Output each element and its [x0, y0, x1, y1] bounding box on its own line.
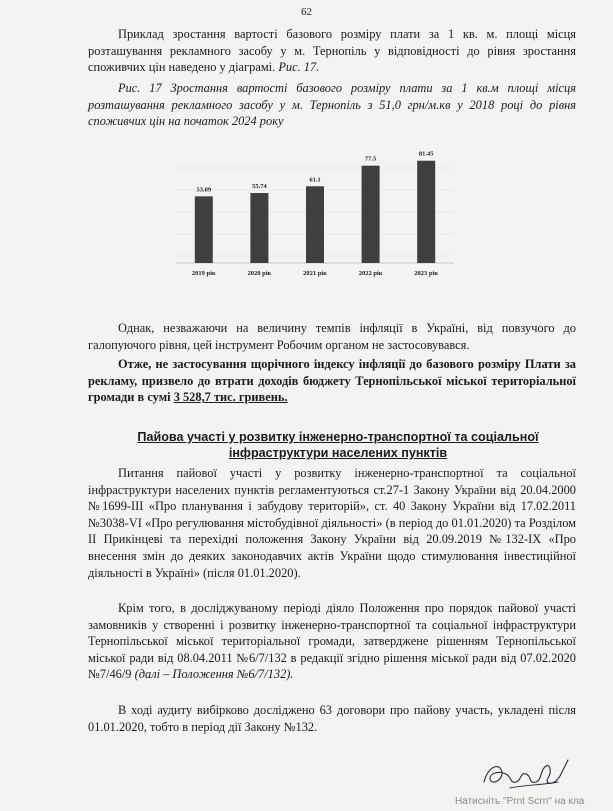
chart-category-label: 2023 рік — [414, 270, 439, 277]
chart-value-label: 61.1 — [309, 176, 321, 184]
position-note: (далі – Положення №6/7/132). — [134, 667, 294, 682]
section-heading: Пайова участі у розвитку інженерно-транспортної та соціальної інфраструктури населених пунктів — [137, 430, 539, 460]
position-text: Крім того, в досліджуваному періоді діяло Положення про порядок пайової участі замовників у створенні і розвитку інженерно-транспортної та соціальної інфраструктури Тернопільської міської територіальної громади, затверджене рішенням Тернопільської міської ради від 08.04.2011 №6/7/132 в редакції згідно рішення міської ради від 07.02.2020 №7/46/9 — [88, 601, 576, 682]
intro-paragraph — [88, 26, 576, 76]
chart-value-label: 53.09 — [196, 186, 212, 194]
chart-bar — [250, 193, 268, 263]
handwritten-signature — [480, 752, 575, 794]
chart-value-label: 55.74 — [252, 183, 267, 191]
chart-category-label: 2020 рік — [247, 270, 272, 277]
position-paragraph — [88, 600, 576, 683]
audit-paragraph: В ході аудиту вибірково досліджено 63 договори про пайову участь, укладені після 01.01.2020, тобто в період дії Закону №132. — [88, 703, 576, 734]
figure-reference: Рис. 17. — [278, 60, 320, 75]
chart-category-label: 2021 рік — [303, 270, 327, 277]
bar-chart — [170, 150, 460, 290]
chart-bar — [306, 186, 324, 263]
chart-value-label: 77.5 — [364, 155, 377, 163]
inflation-paragraph: Однак, незважаючи на величину темпів інфляції в Україні, від повзучого до галопуючого рівня, цей інструмент Робочим органом не застосовувався. — [88, 321, 576, 352]
intro-text: Приклад зростання вартості базового розміру плати за 1 кв. м. площі місця розташування рекламного засобу у м. Тернопіль у відповідності до рівня зростання споживчих цін наведено у діаграмі. — [88, 27, 576, 75]
chart-bar — [417, 161, 435, 263]
chart-value-label: 81.45 — [418, 150, 434, 158]
regulation-paragraph: Питання пайової участі у розвитку інженерно-транспортної та соціальної інфраструктури населених пунктів регламентуються ст.27-1 Закону України від 20.04.2000 №1699-III «Про планування і забудову територій», ст. 40 Закону України від 17.02.2011 №3038-VI «Про регулювання містобудівної діяльності» (в період до 01.01.2020) та Розділом II Прикінцеві та перехідні положення Закону України від 20.09.2019 №132-IX «Про внесення змін до деяких законодавчих актів України щодо стимулювання інвестиційної діяльності в Україні» (після 01.01.2020). — [88, 466, 576, 580]
chart-category-labels — [192, 270, 438, 277]
figure-caption: Рис. 17 Зростання вартості базового розміру плати за 1 кв.м площі місця розташування рекламного засобу у м. Тернопіль з 51,0 грн/м.кв у 2018 році до рівня споживчих цін на початок 2024 року — [88, 81, 576, 129]
page-number: 62 — [301, 6, 312, 18]
chart-bar — [195, 196, 213, 263]
conclusion-paragraph — [88, 356, 576, 406]
print-screen-hint: Натисніть "Prnt Scrn" на кла — [455, 796, 585, 807]
chart-category-label: 2022 рік — [358, 270, 383, 277]
chart-category-label: 2019 рік — [191, 270, 216, 277]
loss-amount: 3 528,7 тис. гривень. — [173, 390, 288, 405]
chart-bar — [362, 166, 380, 263]
conclusion-text: Отже, не застосування щорічного індексу інфляції до базового розміру Плати за рекламу, призвело до втрати доходів бюджету Тернопільської міської територіальної громади в сумі — [88, 357, 576, 405]
